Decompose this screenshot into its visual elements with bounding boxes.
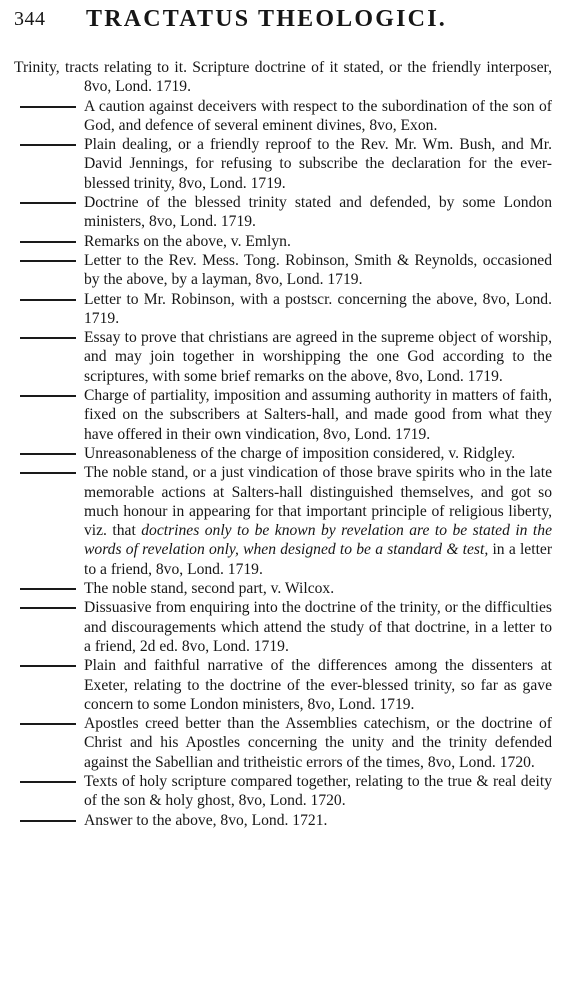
entry-text: Answer to the above, 8vo, Lond. 1721. bbox=[84, 811, 328, 829]
entry-text: Letter to Mr. Robinson, with a postscr. concerning the above, 8vo, Lond. 1719. bbox=[84, 290, 552, 327]
ditto-dash bbox=[20, 144, 76, 146]
entry-text bbox=[84, 463, 552, 579]
entry-text-part: in a letter to a friend, 8vo, Lond. 1719. bbox=[84, 541, 553, 578]
ditto-dash bbox=[20, 299, 76, 301]
ditto-dash bbox=[20, 453, 76, 455]
entry-text: Plain dealing, or a friendly reproof to the Rev. Mr. Wm. Bush, and Mr. David Jennings, for refusing to subscribe the declaration for the ever-blessed trinity, 8vo, Lond. 1719. bbox=[84, 136, 552, 192]
entry-text: Dissuasive from enquiring into the doctrine of the trinity, or the difficulties and discouragements which attend the study of that doctrine, in a letter to a friend, 2d ed. 8vo, Lond. 1719. bbox=[84, 599, 552, 655]
catalogue-entry bbox=[14, 193, 552, 232]
catalogue-entry bbox=[14, 290, 552, 329]
page-number: 344 bbox=[14, 8, 46, 30]
ditto-dash bbox=[20, 202, 76, 204]
catalogue-entry bbox=[14, 386, 552, 444]
ditto-dash bbox=[20, 472, 76, 474]
entry-text: Essay to prove that christians are agreed in the supreme object of worship, and may join together in worshipping the one God according to the scriptures, with some brief remarks on the above, 8vo, Lond. 1719. bbox=[84, 329, 552, 385]
catalogue-entry bbox=[14, 463, 552, 579]
ditto-dash bbox=[20, 723, 76, 725]
ditto-dash bbox=[20, 607, 76, 609]
entry-text: A caution against deceivers with respect to the subordination of the son of God, and defence of several eminent divines, 8vo, Exon. bbox=[84, 97, 552, 134]
entry-text: Plain and faithful narrative of the differences among the dissenters at Exeter, relating to the doctrine of the ever-blessed trinity, so far as gave concern to some London ministers, 8vo, Lond. 1719. bbox=[84, 657, 552, 713]
page-header bbox=[14, 4, 550, 38]
entry-italic-quotation: doctrines only to be known by revelation are to be stated in the words of revelation only, when designed to be a standard & test, bbox=[84, 522, 552, 559]
entry-text: Letter to the Rev. Mess. Tong. Robinson, Smith & Reynolds, occasioned by the above, by a layman, 8vo, Lond. 1719. bbox=[84, 251, 552, 289]
entry-text: Apostles creed better than the Assemblies catechism, or the doctrine of Christ and his Apostles concerning the unity and the trinity defended against the Sabellian and tritheistic errors of the times, 8vo, Lond. 1720. bbox=[84, 715, 552, 771]
catalogue-entry bbox=[14, 251, 552, 290]
entry-text: Doctrine of the blessed trinity stated and defended, by some London ministers, 8vo, Lond. 1719. bbox=[84, 194, 552, 231]
entry-text: Unreasonableness of the charge of imposition considered, v. Ridgley. bbox=[84, 444, 516, 462]
catalogue-entry bbox=[14, 656, 552, 714]
catalogue-entry bbox=[14, 772, 552, 811]
ditto-dash bbox=[20, 241, 76, 243]
catalogue-entry bbox=[14, 444, 552, 463]
catalogue-entry bbox=[14, 598, 552, 656]
ditto-dash bbox=[20, 395, 76, 397]
entry-text: Texts of holy scripture compared together, relating to the true & real deity of the son & holy ghost, 8vo, Lond. 1720. bbox=[84, 772, 552, 810]
catalogue-entries bbox=[14, 58, 552, 830]
catalogue-entry bbox=[14, 58, 552, 97]
ditto-dash bbox=[20, 665, 76, 667]
entry-text: Charge of partiality, imposition and assuming authority in matters of faith, fixed on the subscribers at Salters-hall, and made good from what they have offered in their own vindication, 8vo, Lond. 1719. bbox=[84, 387, 552, 443]
catalogue-entry bbox=[14, 714, 552, 772]
catalogue-entry bbox=[14, 232, 552, 251]
catalogue-entry bbox=[14, 328, 552, 386]
ditto-dash bbox=[20, 820, 76, 822]
catalogue-entry bbox=[14, 811, 552, 830]
entry-text: The noble stand, second part, v. Wilcox. bbox=[84, 580, 335, 598]
entry-text-part: The noble stand, or a just vindication of those brave spirits who in the late memorable actions at Salters-hall distinguished themselves, and got so much honour in appearing for that important principle of religious liberty, viz. that bbox=[84, 464, 552, 540]
ditto-dash bbox=[20, 781, 76, 783]
catalogue-entry bbox=[14, 579, 552, 598]
ditto-dash bbox=[20, 106, 76, 108]
running-title: TRACTATUS THEOLOGICI. bbox=[86, 6, 447, 32]
ditto-dash bbox=[20, 337, 76, 339]
entry-text: Remarks on the above, v. Emlyn. bbox=[84, 232, 291, 250]
ditto-dash bbox=[20, 260, 76, 262]
ditto-dash bbox=[20, 588, 76, 590]
entry-text: Trinity, tracts relating to it. Scripture doctrine of it stated, or the friendly interposer, 8vo, Lond. 1719. bbox=[14, 59, 552, 96]
catalogue-entry bbox=[14, 97, 552, 136]
catalogue-entry bbox=[14, 135, 552, 193]
